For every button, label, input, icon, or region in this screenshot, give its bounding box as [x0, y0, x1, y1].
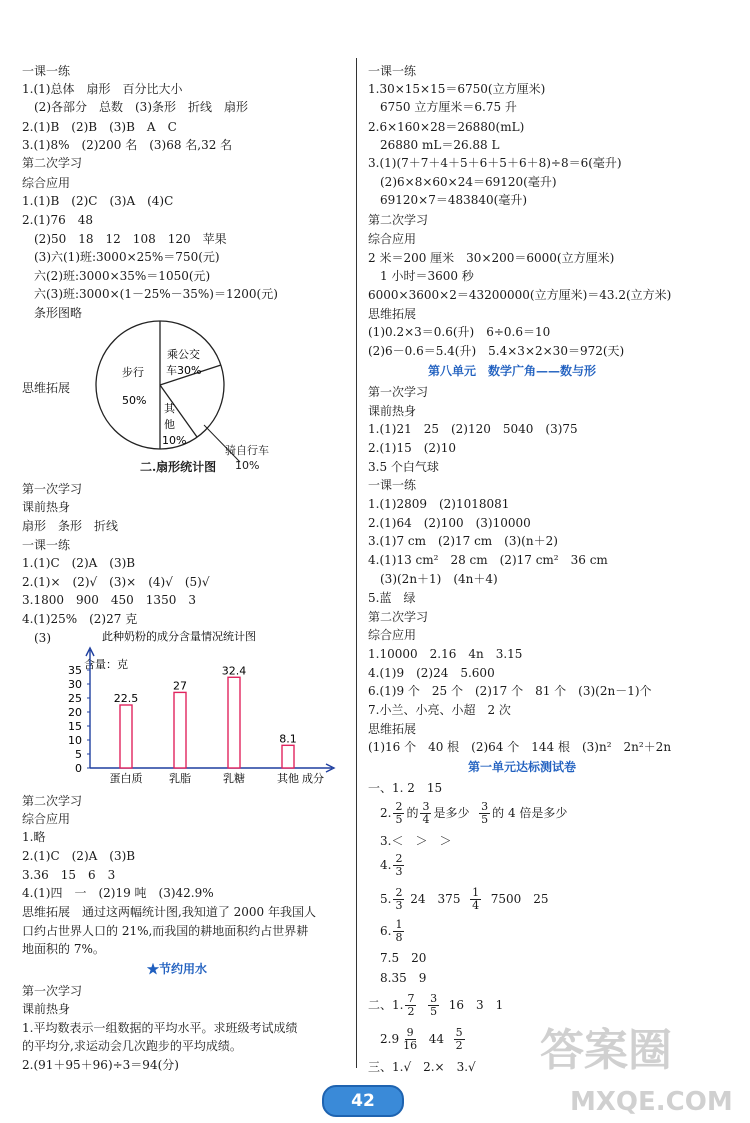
left-line: 1.(1)总体 扇形 百分比大小	[22, 82, 183, 96]
right-line: (1)0.2×3＝0.6(升) 6÷0.6＝10	[368, 325, 551, 339]
bar-value-label: 8.1	[279, 732, 297, 746]
section-heading: 二.扇形统计图	[140, 460, 217, 474]
fraction: $\frac{1}{4}$	[472, 885, 480, 912]
right-line: 6000×3600×2＝43200000(立方厘米)＝43.2(立方米)	[368, 288, 672, 302]
chart-xlabel: 成分	[302, 772, 324, 785]
right-line: 3.(1)7 cm (2)17 cm (3)(n＋2)	[368, 534, 558, 548]
left-line: 第二次学习	[22, 156, 83, 170]
left-line: 一课一练	[22, 538, 71, 552]
left-line: 第二次学习	[22, 794, 83, 808]
left-line: 第一次学习	[22, 482, 83, 496]
right-line: 第一次学习	[368, 385, 429, 399]
left-line: 4.(1)四 一 (2)19 吨 (3)42.9%	[22, 886, 214, 900]
pie-label: 10%	[235, 459, 260, 472]
right-line: 4.(1)9 (2)24 5.600	[368, 666, 495, 680]
category-label: 乳脂	[169, 772, 191, 785]
category-label: 蛋白质	[109, 772, 143, 785]
right-line: 一、1. 2 15	[368, 781, 443, 795]
text: 16 3 1	[448, 998, 504, 1012]
bar-value-label: 32.4	[221, 664, 247, 678]
right-line: 3.＜ ＞ ＞	[380, 834, 452, 848]
right-line: 1.(1)21 25 (2)120 5040 (3)75	[368, 422, 578, 436]
right-line: 69120×7＝483840(毫升)	[380, 193, 528, 207]
fraction: $\frac{3}{5}$	[481, 799, 489, 826]
y-tick-label: 0	[75, 762, 82, 775]
watermark	[520, 1010, 733, 1120]
fraction: $\frac{9}{16}$	[403, 1025, 418, 1052]
right-line: 3.5 个白气球	[368, 460, 439, 474]
pie-label: 10%	[162, 434, 187, 447]
pie-label: 50%	[122, 394, 147, 407]
left-line: 思维拓展	[22, 381, 71, 395]
y-tick-label: 30	[68, 678, 82, 691]
right-line	[380, 850, 406, 880]
left-line: (2)50 18 12 108 120 苹果	[34, 232, 227, 246]
pie-label: 乘公交	[167, 348, 200, 361]
section-heading: 第一单元达标测试卷	[468, 760, 577, 774]
left-line: 综合应用	[22, 176, 71, 190]
right-line: 思维拓展	[368, 722, 417, 736]
left-line: 口约占世界人口的 21%,而我国的耕地面积约占世界耕	[22, 924, 309, 938]
right-line	[368, 990, 503, 1020]
left-line: 条形图略	[34, 306, 83, 320]
right-line: 5.蓝 绿	[368, 591, 416, 605]
left-line: 课前热身	[22, 500, 71, 514]
text: 二、1.	[368, 998, 404, 1012]
pie-label: 他	[164, 418, 175, 431]
y-tick-label: 10	[68, 734, 82, 747]
text: 的 4 倍是多少	[492, 806, 568, 820]
left-line: 4.(1)25% (2)27 克	[22, 612, 138, 626]
left-line: 六(2)班:3000×35%＝1050(元)	[34, 269, 211, 283]
left-line: (2)各部分 总数 (3)条形 折线 扇形	[34, 100, 248, 114]
left-line: 2.(1)76 48	[22, 213, 93, 227]
left-line: 2.(1)× (2)√ (3)× (4)√ (5)√	[22, 575, 210, 589]
right-line: 2 米＝200 厘米 30×200＝6000(立方厘米)	[368, 251, 615, 265]
right-line: 综合应用	[368, 232, 417, 246]
right-line: 第二次学习	[368, 213, 429, 227]
right-line: 8.35 9	[380, 971, 427, 985]
left-line: 的平均分,求运动会几次跑步的平均成绩。	[22, 1039, 242, 1053]
left-line: 综合应用	[22, 812, 71, 826]
right-line: 26880 mL＝26.88 L	[380, 138, 500, 152]
left-line: (3)六(1)班:3000×25%＝750(元)	[34, 250, 220, 264]
right-line: 6.(1)9 个 25 个 (2)17 个 81 个 (3)(2n－1)个	[368, 684, 652, 698]
right-line	[380, 1024, 467, 1054]
left-line: 1.平均数表示一组数据的平均水平。求班级考试成绩	[22, 1021, 298, 1035]
right-line: 1.10000 2.16 4n 3.15	[368, 647, 523, 661]
left-line: 2.(1)C (2)A (3)B	[22, 849, 136, 863]
left-line: 3.36 15 6 3	[22, 868, 116, 882]
left-line: 地面积的 7%。	[22, 942, 105, 956]
right-line	[380, 884, 549, 914]
chart-ylabel: 含量：克	[84, 658, 128, 671]
left-line: (3)	[34, 631, 51, 645]
right-line: 6750 立方厘米＝6.75 升	[380, 100, 517, 114]
right-line: (2)6－0.6＝5.4(升) 5.4×3×2×30＝972(天)	[368, 344, 625, 358]
bar-value-label: 27	[173, 679, 187, 693]
bar	[174, 692, 186, 768]
right-line	[380, 916, 406, 946]
column-divider	[356, 58, 357, 1068]
text: 4.	[380, 858, 392, 872]
chart-title: 此种奶粉的成分含量情况统计图	[102, 630, 256, 643]
fraction: $\frac{2}{3}$	[395, 851, 403, 878]
right-line: 一课一练	[368, 64, 417, 78]
fraction: $\frac{2}{5}$	[395, 799, 403, 826]
text: 的	[406, 806, 419, 820]
section-heading: 第八单元 数学广角——数与形	[428, 364, 597, 378]
right-line: (1)16 个 40 根 (2)64 个 144 根 (3)n² 2n²＋2n	[368, 740, 672, 754]
right-line: 第二次学习	[368, 610, 429, 624]
pie-label: 其	[164, 402, 175, 415]
text: 7500 25	[490, 892, 549, 906]
right-line: 思维拓展	[368, 307, 417, 321]
right-line: 课前热身	[368, 404, 417, 418]
bar	[228, 677, 240, 768]
watermark-text: MXQE.COM	[570, 1087, 733, 1117]
left-line: 3.(1)8% (2)200 名 (3)68 名,32 名	[22, 138, 233, 152]
right-line: 一课一练	[368, 478, 417, 492]
watermark-text: 答案圈	[540, 1025, 672, 1076]
bar	[282, 745, 294, 768]
right-line: 7.小兰、小亮、小超 2 次	[368, 703, 511, 717]
pie-label: 车30%	[166, 364, 202, 377]
pie-label: 骑自行车	[225, 444, 269, 457]
right-line: 1.(1)2809 (2)1018081	[368, 497, 510, 511]
bar	[120, 705, 132, 768]
fraction: $\frac{2}{3}$	[395, 885, 403, 912]
bar-chart	[32, 628, 352, 785]
fraction: $\frac{3}{4}$	[422, 799, 430, 826]
fraction: $\frac{7}{2}$	[407, 991, 415, 1018]
pie-label: 步行	[122, 366, 144, 379]
left-line: 一课一练	[22, 64, 71, 78]
left-line: 第一次学习	[22, 984, 83, 998]
left-line: 六(3)班:3000×(1－25%－35%)＝1200(元)	[34, 287, 278, 301]
left-line: 3.1800 900 450 1350 3	[22, 593, 196, 607]
text: 5.	[380, 892, 392, 906]
fraction: $\frac{3}{5}$	[430, 991, 438, 1018]
right-line: 7.5 20	[380, 951, 427, 965]
right-line: 3.(1)(7＋7＋4＋5＋6＋5＋6＋8)÷8＝6(毫升)	[368, 156, 622, 170]
text: 6.	[380, 924, 392, 938]
y-tick-label: 15	[68, 720, 82, 733]
y-tick-label: 20	[68, 706, 82, 719]
left-line: 扇形 条形 折线	[22, 519, 119, 533]
left-line: 思维拓展 通过这两幅统计图,我知道了 2000 年我国人	[22, 905, 316, 919]
left-line: 1.(1)C (2)A (3)B	[22, 556, 136, 570]
right-line	[380, 798, 567, 828]
right-line: 综合应用	[368, 628, 417, 642]
y-tick-label: 35	[68, 664, 82, 677]
fraction: $\frac{5}{2}$	[455, 1025, 463, 1052]
left-line: 1.(1)B (2)C (3)A (4)C	[22, 194, 174, 208]
right-line: 1 小时＝3600 秒	[380, 269, 474, 283]
y-tick-label: 25	[68, 692, 82, 705]
left-line: 1.略	[22, 830, 46, 844]
left-line: 2.(1)B (2)B (3)B A C	[22, 120, 177, 134]
left-line: 2.(91＋95＋96)÷3＝94(分)	[22, 1058, 179, 1072]
right-line: (3)(2n＋1) (4n＋4)	[380, 572, 498, 586]
right-line: (2)6×8×60×24＝69120(毫升)	[380, 175, 557, 189]
right-line: 1.30×15×15＝6750(立方厘米)	[368, 82, 546, 96]
bar-value-label: 22.5	[113, 692, 139, 705]
text: 2.	[380, 806, 392, 820]
text: 2.9	[380, 1032, 400, 1046]
left-line: 课前热身	[22, 1002, 71, 1016]
right-line: 2.6×160×28＝26880(mL)	[368, 120, 525, 134]
text: 是多少	[433, 806, 470, 820]
right-line: 4.(1)13 cm² 28 cm (2)17 cm² 36 cm	[368, 553, 608, 567]
section-heading: ★节约用水	[147, 962, 208, 976]
right-line: 2.(1)15 (2)10	[368, 441, 456, 455]
y-tick-label: 5	[75, 748, 82, 761]
pie-chart	[92, 320, 332, 460]
fraction: $\frac{1}{8}$	[395, 917, 403, 944]
text: 24 375	[410, 892, 461, 906]
text: 44	[428, 1032, 445, 1046]
category-label: 其他	[277, 772, 299, 785]
right-line: 2.(1)64 (2)100 (3)10000	[368, 516, 531, 530]
right-line: 三、1.√ 2.× 3.√	[368, 1060, 476, 1074]
category-label: 乳糖	[223, 772, 245, 785]
page-number: 42	[322, 1085, 404, 1117]
